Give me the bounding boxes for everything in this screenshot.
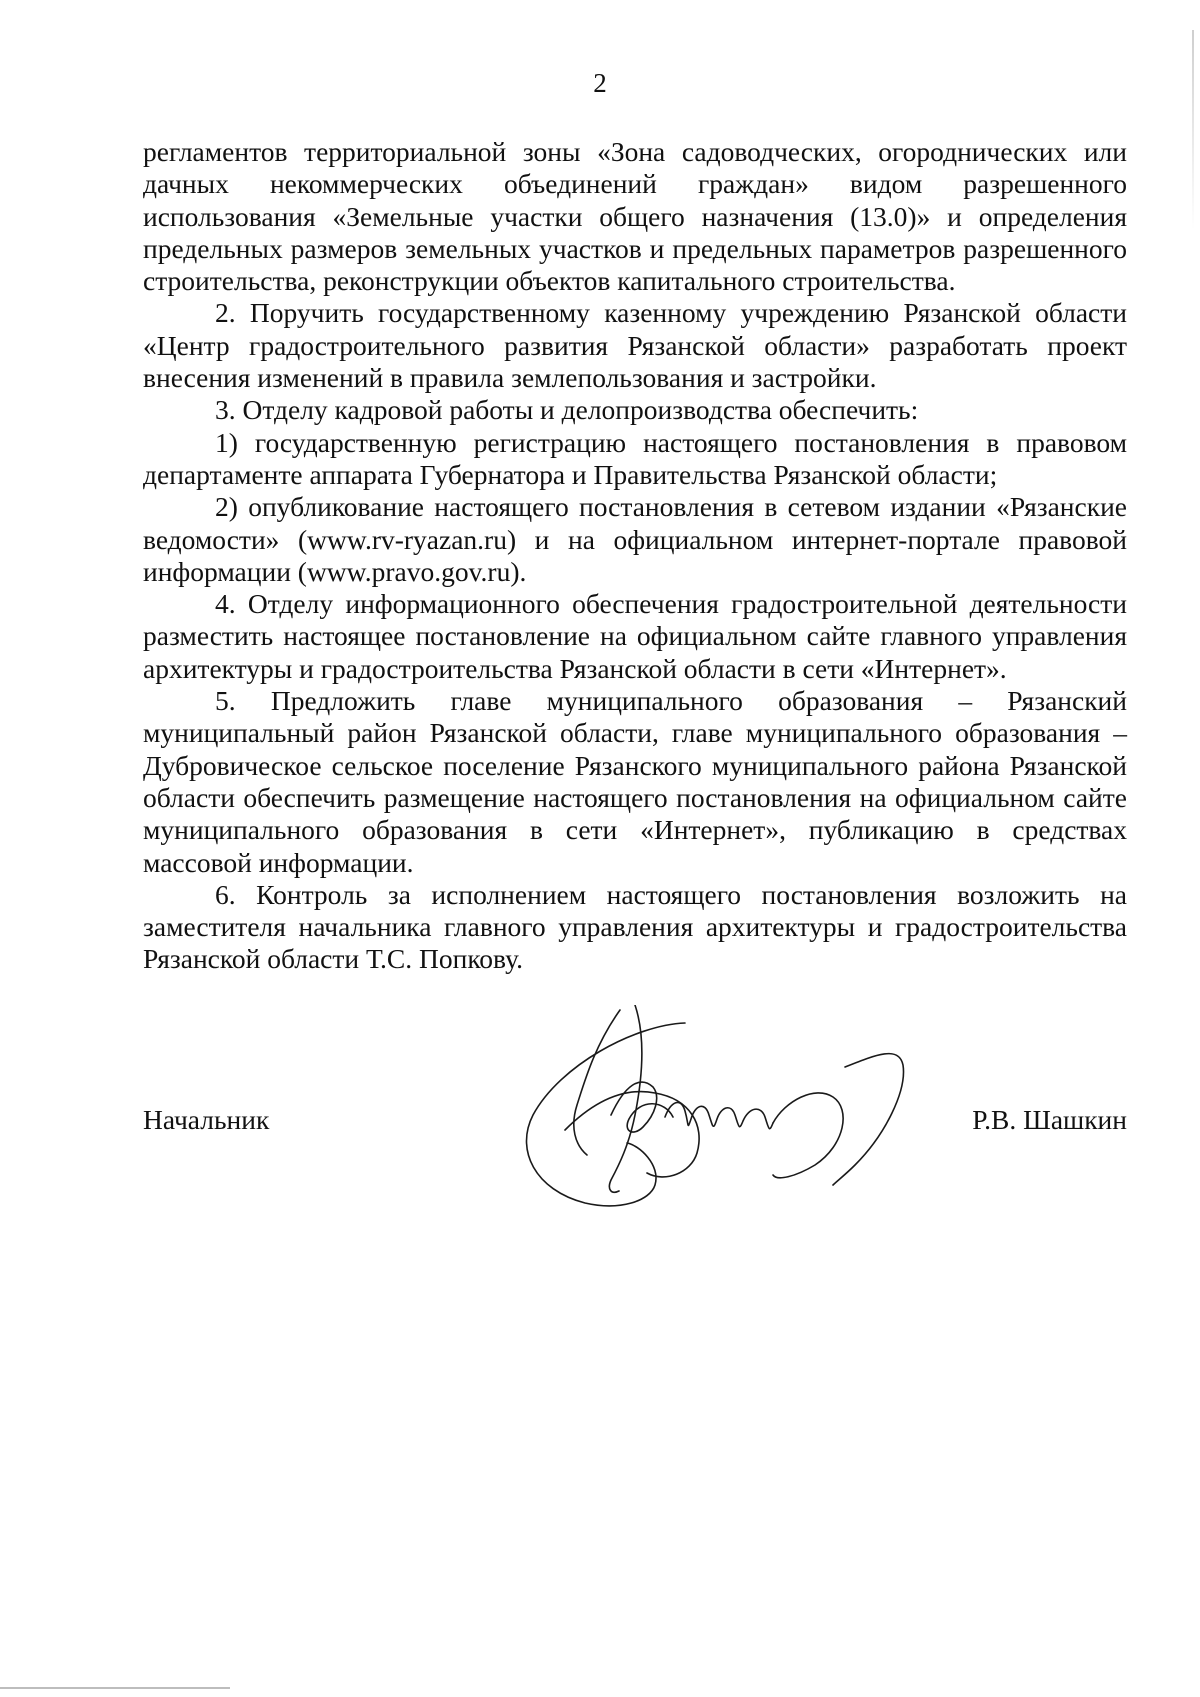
- paragraph-item-3-1: 1) государственную регистрацию настоящего постановления в правовом департаменте аппарата Губернатора и Правительства Рязанской области;: [143, 426, 1127, 490]
- signatory-position: Начальник: [143, 1104, 270, 1135]
- paragraph-item-3: 3. Отделу кадровой работы и делопроизводства обеспечить:: [215, 394, 919, 426]
- scan-edge-shadow: [1192, 30, 1194, 230]
- document-body: [143, 136, 1127, 976]
- paragraph-item-4: 4. Отделу информационного обеспечения градостроительной деятельности разместить настоящее постановление на официальном сайте главного управления архитектуры и градостроительства Рязанской области в сети «Интернет».: [143, 588, 1127, 684]
- page-number: 2: [593, 68, 607, 98]
- paragraph-item-6: 6. Контроль за исполнением настоящего постановления возложить на заместителя начальника главного управления архитектуры и градостроительства Рязанской области Т.С. Попкову.: [143, 878, 1127, 975]
- paragraph-item-5: 5. Предложить главе муниципального образования – Рязанский муниципальный район Рязанской области, главе муниципального образования – Дубровическое сельское поселение Рязанского муниципального района Рязанской области обеспечить размещение настоящего постановления на официальном сайте муниципального образования в сети «Интернет», публикацию в средствах массовой информации.: [143, 685, 1127, 878]
- paragraph-continuation: регламентов территориальной зоны «Зона садоводческих, огороднических или дачных некоммерческих объединений граждан» видом разрешенного использования «Земельные участки общего назначения (13.0)» и определения предельных размеров земельных участков и предельных параметров разрешенного строительства, реконструкции объектов капитального строительства.: [143, 136, 1127, 297]
- handwritten-signature: [515, 1005, 905, 1210]
- scan-edge-line: [0, 1687, 230, 1689]
- signatory-name: Р.В. Шашкин: [972, 1104, 1127, 1135]
- paragraph-item-3-2: 2) опубликование настоящего постановления в сетевом издании «Рязанские ведомости» (www.rv-ryazan.ru) и на официальном интернет-портале правовой информации (www.pravo.gov.ru).: [143, 491, 1127, 587]
- paragraph-item-2: 2. Поручить государственному казенному учреждению Рязанской области «Центр градостроительного развития Рязанской области» разработать проект внесения изменений в правила землепользования и застройки.: [143, 297, 1127, 394]
